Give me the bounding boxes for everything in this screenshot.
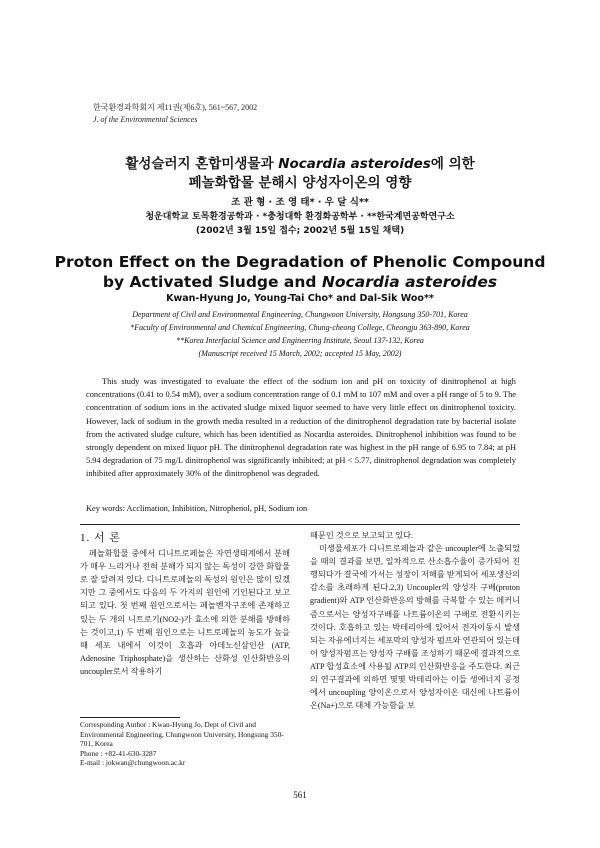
footnote-divider [80, 717, 180, 718]
page-number: 561 [293, 790, 307, 800]
left-column [80, 532, 290, 678]
korean-title [0, 155, 600, 193]
affiliation-1: Department of Civil and Environmental Engineering, Chungwoon University, Hongsung 350-701, Korea [132, 310, 468, 319]
journal-english: J. of the Environmental Sciences [93, 115, 198, 124]
journal-header [93, 102, 257, 126]
footnote-phone: Phone : +82-41-630-3287 [80, 748, 157, 758]
right-paragraph-1: 때문인 것으로 보고되고 있다. [310, 531, 414, 540]
footnote-author: Corresponding Author : Kwan-Hyung Jo, Dept of Civil and Environmental Engineering, Chungwoon University, Hongsung 350-701, Korea [80, 720, 284, 749]
affiliation-2: *Faculty of Environmental and Chemical Engineering, Chung-cheong College, Cheongju 363-890, Korea [130, 323, 470, 332]
korean-affiliations: 청운대학교 토목환경공학과 · *충청대학 환경화공학부 · **한국계면공학연구소 [145, 212, 455, 222]
korean-title-line1-pre: 활성슬러지 혼합미생물과 [125, 156, 279, 172]
english-title-line2-pre: by Activated Sludge and [102, 273, 322, 291]
affiliation-3: **Korea Interfacial Science and Engineering Institute, Seoul 137-132, Korea [176, 336, 424, 345]
english-title-species: Nocardia asteroides [321, 273, 498, 291]
english-title [0, 252, 600, 292]
english-authors: Kwan-Hyung Jo, Young-Tai Cho* and Dal-Sik Woo** [166, 293, 434, 304]
section-heading: 1. 서 론 [80, 532, 122, 544]
korean-dates: (2002년 3월 15일 접수; 2002년 5월 15일 채택) [195, 226, 405, 236]
section-divider [80, 524, 520, 525]
footnote-email: E-mail : jokwan@chungwoon.ac.kr [80, 758, 186, 768]
left-paragraph: 페놀화합물 중에서 디니트로페놀은 자연생태계에서 분해가 매우 느리거나 전혀 분해가 되지 않는 독성이 강한 화합물로 잘 알려져 있다. 디니트로페놀의 독성의 원인은 많이 있겠지만 그 중에서도 다음의 두 가지의 원인에 기인된다고 보고되고 있다. 첫 번째 원인으로서는 페놀벤자구조에 존재하고 있는 두 개의 니트로기(NO2-)가 효소에 의한 분해를 방해하는 것이고,1) 두 번째 원인으로는 니트로페놀의 농도가 높을 때 세포 내에서 이것이 호흡과 아데노신삼인산 (ATP, Adenosine Triphosphate)을 생산하는 산화성 인산화반응의 uncoupler로서 작용하기 [80, 549, 290, 676]
korean-title-line1-post: 에 의한 [430, 156, 475, 172]
right-paragraph-2: 미생물세포가 디니트로페놀과 같은 uncoupler에 노출되었을 때의 결과를 보면, 일차적으로 산소흡수율이 증가되어 진행되다가 결국에 가서는 성장이 저해를 받게되어 세포생산의 감소를 초래하게 된다.2,3) Uncoupler의 양성자 구배(proton gradient)와 ATP 인산화반응의 방해를 극복할 수 있는 메커니즘으로서는 양성자구배를 나트륨이온의 구배로 전환시키는 것이다. 호흡하고 있는 박테리아에 있어서 전자이동시 발생되는 자유에너지는 세포막의 양성자 펌프와 연관되어 있는데 이 양성자펌프는 양성자 구배를 조성하기 때문에 결과적으로 ATP 합성효소에 사용될 ATP의 인산화반응을 주도한다. 최근의 연구결과에 의하면 몇몇 박테리아는 이들 생에너지 공정에서 uncoupling 양이온으로서 양성자이온 대신에 나트륨이온(Na+)으로 대체 가능함을 보 [310, 544, 521, 711]
footnote [80, 720, 292, 768]
right-column [310, 529, 520, 712]
english-affiliations [0, 308, 600, 360]
english-title-line1: Proton Effect on the Degradation of Phenolic Compound [54, 253, 546, 271]
abstract: This study was investigated to evaluate the effect of the sodium ion and pH on toxicity of dinitrophenol at high concentrations (0.41 to 0.54 mM), over a sodium concentration range of 0.1 mM to 107 mM and over a pH range of 5 to 9. The concentration of sodium ions in the activated sludge mixed liquor seemed to have very little effect on dinitrophenol toxicity. However, lack of sodium in the growth media resulted in a reduction of the dinitrophenol degradation rate by bacterial isolate from the activated sludge culture, which has been identified as Nocardia asteroides. Dinitrophenol inhibition was found to be strongly dependent on mixed liquor pH. The dinitrophenol degradation rate was highest in the pH range of 6.95 to 7.84; at pH 5.94 degradation of 75 mg/L dinitrophenol was significantly inhibited; at pH < 5.77, dinitrophenol degradation was completely inhibited after approximately 30% of the dinitrophenol was degraded. [86, 377, 516, 479]
korean-title-species: Nocardia asteroides [278, 156, 431, 172]
manuscript-dates: (Manuscript received 15 March, 2002; accepted 15 May, 2002) [198, 349, 402, 358]
korean-authors: 조 관 형 · 조 영 태* · 우 달 식** [231, 197, 369, 208]
keywords: Key words: Acclimation, Inhibition, Nitrophenol, pH, Sodium ion [86, 504, 308, 513]
korean-title-line2: 페놀화합물 분해시 양성자이온의 영향 [188, 175, 412, 191]
journal-korean: 한국환경과학회지 제11권(제6호), 561~567, 2002 [93, 103, 258, 112]
